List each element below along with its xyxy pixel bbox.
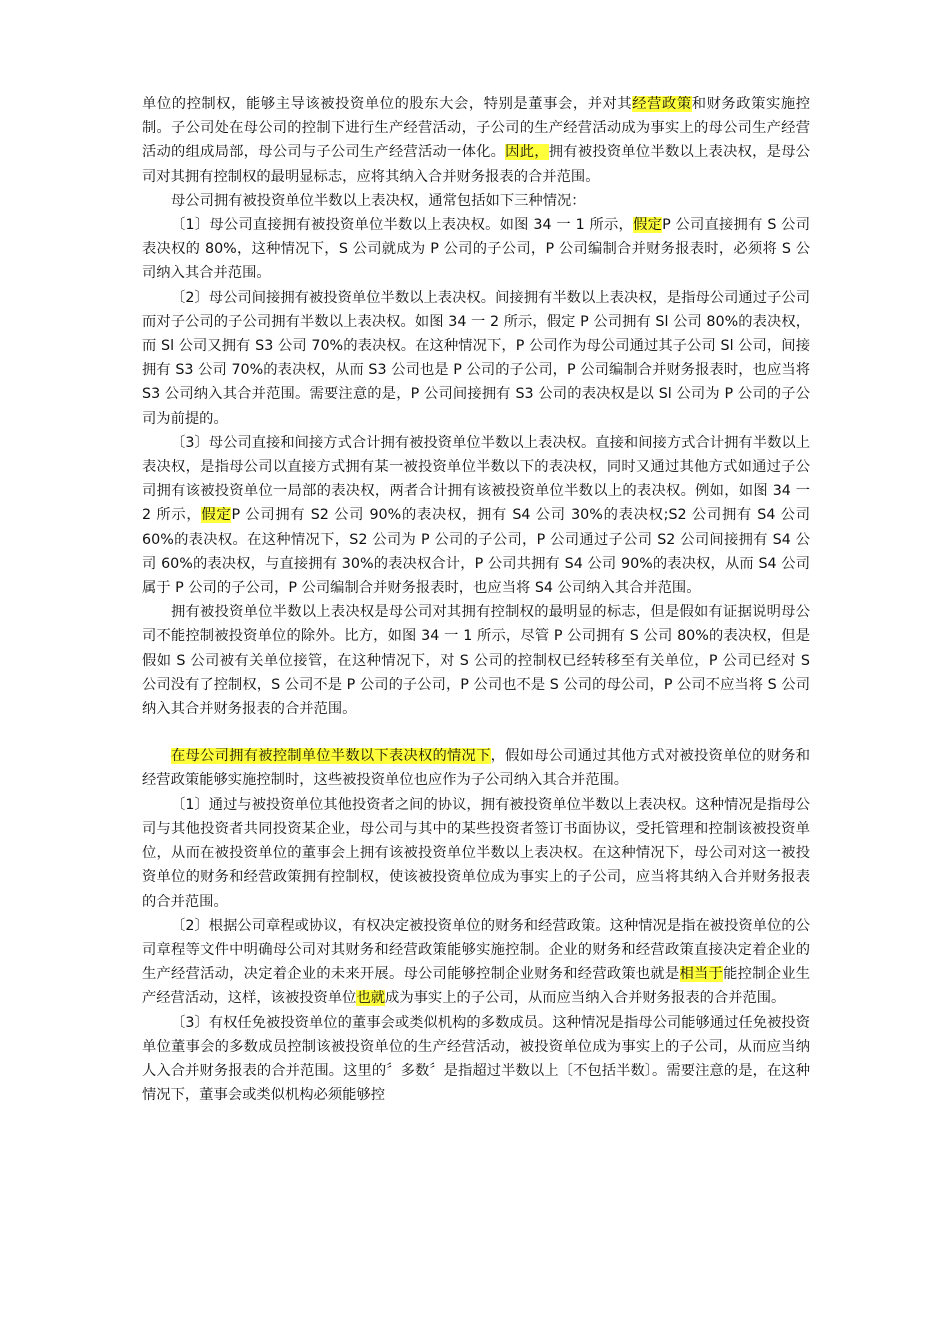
paragraph <box>142 600 810 721</box>
text-run: 〔2〕根据公司章程或协议，有权决定被投资单位的财务和经营政策。这种情况是指在被投资单位的公司章程等文件中明确母公司对其财务和经营政策能够实施控制。企业的财务和经营政策直接决定着企业的生产经营活动，决定着企业的未来开展。母公司能够控制企业财务和经营政策也就是 <box>142 917 810 983</box>
highlighted-text: 假定 <box>201 507 232 524</box>
text-run: 〔2〕母公司间接拥有被投资单位半数以上表决权。间接拥有半数以上表决权，是指母公司通过子公司而对子公司的子公司拥有半数以上表决权。如图 34 一 2 所示，假定 P 公司拥有 Sl 公司 80%的表决权，而 Sl 公司又拥有 S3 公司 70%的表决权。在这种情况下，P 公司作为母公司通过其子公司 Sl 公司，间接拥有 S3 公司 70%的表决权，从而 S3 公司也是 P 公司的子公司，P 公司编制合并财务报表时，也应当将 S3 公司纳入其合并范围。需要注意的是，P 公司间接拥有 S3 公司的表决权是以 Sl 公司为 P 公司的子公司为前提的。 <box>142 289 810 427</box>
highlighted-text: 经营政策 <box>632 96 692 112</box>
text-run: 和财务政策实施控制。子公司处在母公司的控制下进行生产经营活动，子公司的生产经营活动成为事实上的母公司生产经营活动的组成局部，母公司与子公司生产经营活动一体化。 <box>142 96 811 161</box>
paragraph <box>142 793 810 914</box>
text-run: P 公司直接拥有 S 公司表决权的 80%，这种情况下，S 公司就成为 P 公司的子公司，P 公司编制合并财务报表时，必须将 S 公司纳入其合并范围。 <box>142 217 810 282</box>
paragraph <box>142 189 810 213</box>
text-run: 拥有被投资单位半数以上表决权，是母公司对其拥有控制权的最明显标志，应将其纳入合并财务报表的合并范围。 <box>142 144 811 185</box>
highlighted-text: 假定 <box>633 217 663 234</box>
text-run: 母公司拥有被投资单位半数以上表决权，通常包括如下三种情况： <box>171 192 586 209</box>
text-run: 〔3〕有权任免被投资单位的董事会或类似机构的多数成员。这种情况是指母公司能够通过任免被投资单位董事会的多数成员控制该被投资单位的生产经营活动，被投资单位成为事实上的子公司，从而应当纳人入合并财务报表的合并范围。这里的〞多数〞是指超过半数以上〔不包括半数〕。需要注意的是，在这种情况下，董事会或类似机构必须能够控 <box>142 1014 810 1104</box>
text-run: 〔3〕母公司直接和间接方式合计拥有被投资单位半数以上表决权。直接和间接方式合计拥有半数以上表决权，是指母公司以直接方式拥有某一被投资单位半数以下的表决权，同时又通过其他方式如通过子公司拥有该被投资单位一局部的表决权，两者合计拥有该被投资单位半数以上的表决权。例如，如图 34 一 2 所示， <box>142 434 810 524</box>
highlighted-text: 在母公司拥有被控制单位半数以下表决权的情况下 <box>171 748 491 765</box>
highlighted-text: 也就 <box>356 990 386 1007</box>
text-run: P 公司拥有 S2 公司 90%的表决权，拥有 S4 公司 30%的表决权;S2 公司拥有 S4 公司 60%的表决权。在这种情况下，S2 公司为 P 公司的子公司，P 公司通过子公司 S2 公司间接拥有 S4 公司 60%的表决权，与直接拥有 30%的表决权合计，P 公司共拥有 S4 公司 90%的表决权，从而 S4 公司属于 P 公司的子公司，P 公司编制合并财务报表时，也应当将 S4 公司纳入其合并范围。 <box>142 507 811 597</box>
text-run: 成为事实上的子公司，从而应当纳入合并财务报表的合并范围。 <box>385 990 786 1007</box>
paragraph <box>142 92 810 189</box>
text-run: 单位的控制权，能够主导该被投资单位的股东大会，特别是董事会，并对其 <box>142 96 633 112</box>
text-run: ，假如母公司通过其他方式对被投资单位的财务和经营政策能够实施控制时，这些被投资单位也应作为子公司纳入其合并范围。 <box>142 748 811 789</box>
paragraph-gap <box>142 721 810 744</box>
text-run: 拥有被投资单位半数以上表决权是母公司对其拥有控制权的最明显的标志，但是假如有证据说明母公司不能控制被投资单位的除外。比方，如图 34 一 1 所示，尽管 P 公司拥有 S 公司 80%的表决权，但是假如 S 公司被有关单位接管，在这种情况下，对 S 公司的控制权已经转移至有关单位，P 公司已经对 S 公司没有了控制权，S 公司不是 P 公司的子公司，P 公司也不是 S 公司的母公司，P 公司不应当将 S 公司纳入其合并财务报表的合并范围。 <box>142 604 810 718</box>
paragraph <box>142 286 810 431</box>
document-body <box>142 92 810 1107</box>
paragraph <box>142 431 810 600</box>
paragraph <box>142 744 810 792</box>
paragraph <box>142 1011 810 1108</box>
paragraph <box>142 914 810 1011</box>
text-run: 〔1〕通过与被投资单位其他投资者之间的协议，拥有被投资单位半数以上表决权。这种情况是指母公司与其他投资者共同投资某企业，母公司与其中的某些投资者签订书面协议，受托管理和控制该被投资单位，从而在被投资单位的董事会上拥有该被投资单位半数以上表决权。在这种情况下，母公司对这一被投资单位的财务和经营政策拥有控制权，使该被投资单位成为事实上的子公司，应当将其纳入合并财务报表的合并范围。 <box>142 796 810 910</box>
text-run: 〔1〕母公司直接拥有被投资单位半数以上表决权。如图 34 一 1 所示， <box>171 217 634 234</box>
highlighted-text: 因此， <box>505 144 549 161</box>
highlighted-text: 相当于 <box>679 966 724 983</box>
text-run: 能控制企业生产经营活动，这样，该被投资单位 <box>142 966 811 1007</box>
paragraph <box>142 213 810 286</box>
